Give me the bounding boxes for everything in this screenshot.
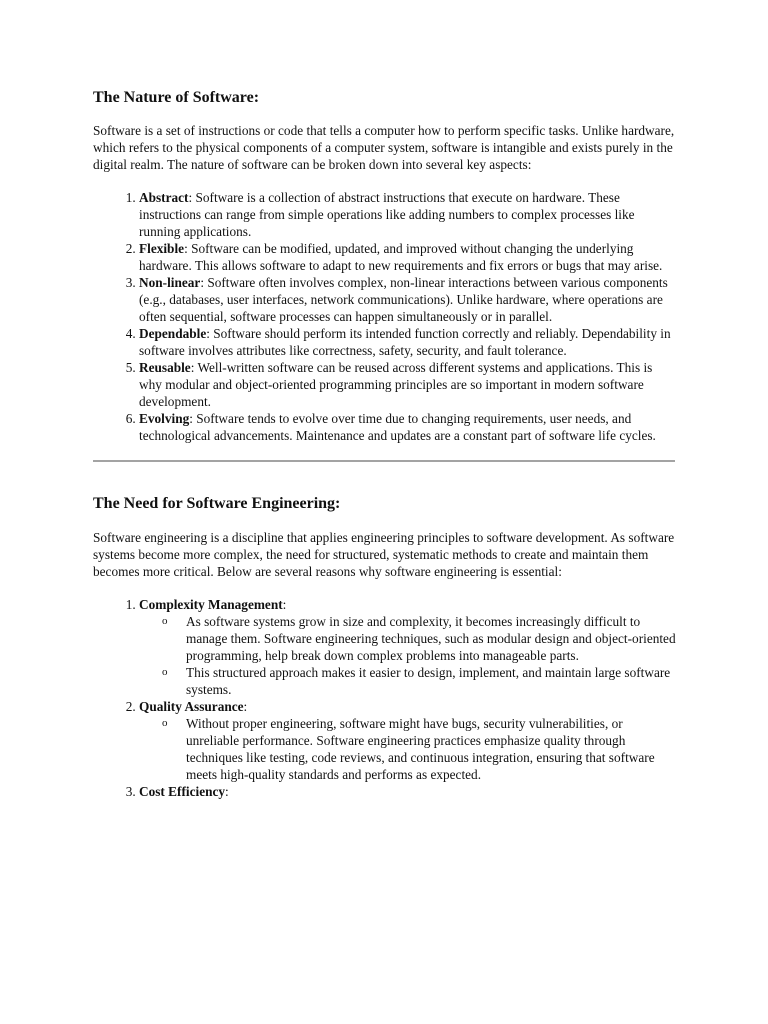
aspect-text: : Software is a collection of abstract instructions that execute on hardware. These instructions can range from simple operations like adding numbers to complex processes like running applications. <box>139 190 635 239</box>
list-item <box>139 783 678 800</box>
document-content <box>93 88 678 800</box>
list-item <box>139 325 678 359</box>
sub-list-item <box>162 715 678 783</box>
reason-term: Cost Efficiency <box>139 784 226 799</box>
nature-aspects-list <box>93 189 678 444</box>
aspect-term: Evolving <box>139 411 190 426</box>
reason-suffix: : <box>282 597 287 612</box>
aspect-term: Reusable <box>139 360 191 375</box>
bullet-icon: o <box>162 717 168 729</box>
list-item <box>139 274 678 325</box>
section-divider <box>93 460 675 462</box>
list-item <box>139 596 678 698</box>
need-intro-paragraph: Software engineering is a discipline that applies engineering principles to software development. As software systems become more complex, the need for structured, systematic methods to create and maintain them becomes more critical. Below are several reasons why software engineering is essential: <box>93 530 675 579</box>
aspect-text: : Well-written software can be reused across different systems and applications. This is why modular and object-oriented programming principles are so important in modern software development. <box>139 360 653 409</box>
aspect-term: Non-linear <box>139 275 201 290</box>
sub-item-text: Without proper engineering, software might have bugs, security vulnerabilities, or unreliable performance. Software engineering practices emphasize quality through techniques like testing, code reviews, and continuous integration, ensuring that software meets high-quality standards and performs as expected. <box>186 716 655 782</box>
aspect-term: Dependable <box>139 326 207 341</box>
list-item <box>139 359 678 410</box>
list-item <box>139 410 678 444</box>
aspect-text: : Software tends to evolve over time due to changing requirements, user needs, and technological advancements. Maintenance and updates are a constant part of software life cycles. <box>139 411 656 443</box>
list-item <box>139 240 678 274</box>
reason-suffix: : <box>243 699 248 714</box>
need-reasons-list <box>93 596 678 800</box>
reason-term: Quality Assurance <box>139 699 244 714</box>
aspect-text: : Software often involves complex, non-linear interactions between various components (e.g., databases, user interfaces, network communications). Unlike hardware, where operations are often sequential, software processes can happen simultaneously or in parallel. <box>139 275 668 324</box>
sub-list-item <box>162 664 678 698</box>
list-item <box>139 698 678 783</box>
aspect-text: : Software can be modified, updated, and improved without changing the underlying hardware. This allows software to adapt to new requirements and fix errors or bugs that may arise. <box>139 241 663 273</box>
reason-term: Complexity Management <box>139 597 283 612</box>
reason-sublist <box>139 715 678 783</box>
nature-intro-paragraph: Software is a set of instructions or code that tells a computer how to perform specific tasks. Unlike hardware, which refers to the physical components of a computer system, software is intangible and exists purely in the digital realm. The nature of software can be broken down into several key aspects: <box>93 123 675 172</box>
list-item <box>139 189 678 240</box>
reason-sublist <box>139 613 678 698</box>
bullet-icon: o <box>162 615 168 627</box>
sub-item-text: As software systems grow in size and complexity, it becomes increasingly difficult to manage them. Software engineering techniques, such as modular design and object-oriented programming, help break down complex problems into manageable parts. <box>186 614 676 663</box>
sub-item-text: This structured approach makes it easier to design, implement, and maintain large software systems. <box>186 665 671 697</box>
section-heading-nature: The Nature of Software: <box>93 89 260 106</box>
bullet-icon: o <box>162 666 168 678</box>
aspect-term: Abstract <box>139 190 189 205</box>
sub-list-item <box>162 613 678 664</box>
aspect-term: Flexible <box>139 241 185 256</box>
reason-suffix: : <box>225 784 229 799</box>
section-heading-need: The Need for Software Engineering: <box>93 495 341 512</box>
aspect-text: : Software should perform its intended function correctly and reliably. Dependability in software involves attributes like correctness, safety, security, and fault tolerance. <box>139 326 671 358</box>
